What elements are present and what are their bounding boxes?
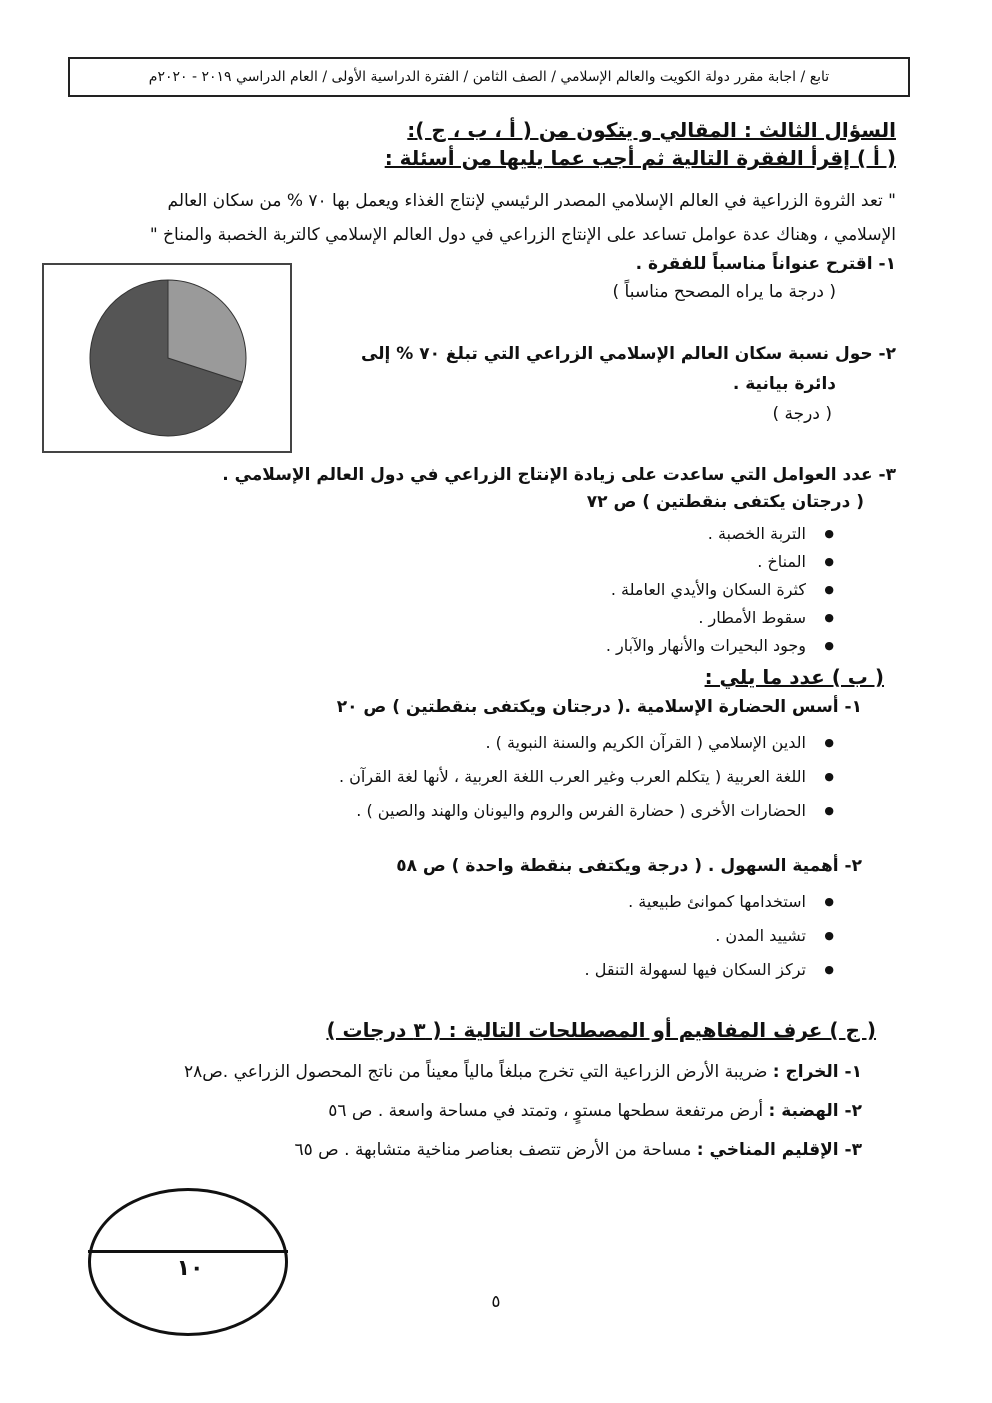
part-b-q2: ٢- أهمية السهول . ( درجة ويكتفى بنقطة واحدة ) ص ٥٨ [396, 856, 862, 876]
part-a-q1-note: ( درجة ما يراه المصحح مناسباً ) [612, 282, 836, 302]
list-item: ● الدين الإسلامي ( القرآن الكريم والسنة النبوية ) . [134, 729, 834, 763]
definition-term: ٢- الهضبة : [768, 1101, 862, 1121]
definition-text: مساحة من الأرض تتصف بعناصر مناخية متشابهة . ص ٦٥ [294, 1140, 697, 1160]
list-item: ● الحضارات الأخرى ( حضارة الفرس والروم واليونان والهند والصين ) . [134, 797, 834, 831]
definition-2 [82, 1101, 862, 1121]
list-item: ● تشييد المدن . [334, 922, 834, 956]
pie-chart-box [42, 263, 292, 453]
list-item: ● التربة الخصبة . [314, 520, 834, 548]
part-a-title: ( أ ) إقرأ الفقرة التالية ثم أجب عما يليها من أسئلة : [384, 146, 896, 170]
page-number: ٥ [491, 1292, 501, 1312]
part-c-title: ( ج ) عرف المفاهيم أو المصطلحات التالية : ( ٣ درجات ) [326, 1018, 876, 1042]
part-b-q1-list [134, 729, 834, 831]
part-a-q2-note: ( درجة ) [772, 404, 832, 424]
paragraph [76, 184, 896, 252]
section3-title: السؤال الثالث : المقالي و يتكون من ( أ ، ب ، ج ): [407, 118, 896, 142]
list-item: ● المناخ . [314, 548, 834, 576]
definition-text: أرض مرتفعة سطحها مستوٍ ، وتمتد في مساحة واسعة . ص ٥٦ [328, 1101, 769, 1121]
definition-3 [82, 1140, 862, 1160]
definition-term: ٣- الإقليم المناخي : [696, 1140, 862, 1160]
part-a-q3-list [314, 520, 834, 660]
score-value: ١٠ [176, 1256, 204, 1281]
list-item: ● تركز السكان فيها لسهولة التنقل . [334, 956, 834, 990]
definition-text: ضريبة الأرض الزراعية التي تخرج مبلغاً مالياً معيناً من ناتج المحصول الزراعي .ص٢٨ [183, 1062, 773, 1082]
part-a-q3-note: ( درجتان يكتفى بنقطتين ) ص ٧٢ [586, 492, 864, 512]
score-divider [88, 1250, 288, 1253]
list-item: ● استخدامها كموانئ طبيعية . [334, 888, 834, 922]
list-item: ● وجود البحيرات والأنهار والآبار . [314, 632, 834, 660]
part-b-title: ( ب ) عدد ما يلي : [704, 665, 884, 689]
list-item: ● اللغة العربية ( يتكلم العرب وغير العرب اللغة العربية ، لأنها لغة القرآن . [134, 763, 834, 797]
part-b-q1: ١- أسس الحضارة الإسلامية .( درجتان ويكتفى بنقطتين ) ص ٢٠ [336, 697, 862, 717]
part-a-q2-line2: دائرة بيانية . [732, 374, 836, 394]
page-header: تابع / اجابة مقرر دولة الكويت والعالم الإسلامي / الصف الثامن / الفترة الدراسية الأولى / العام الدراسي ٢٠١٩ - ٢٠٢٠م [68, 57, 910, 97]
part-a-q2: ٢- حول نسبة سكان العالم الإسلامي الزراعي التي تبلغ ٧٠ % إلى [360, 344, 896, 364]
part-a-q1: ١- اقترح عنواناً مناسباً للفقرة . [635, 254, 896, 274]
list-item: ● سقوط الأمطار . [314, 604, 834, 632]
list-item: ● كثرة السكان والأيدي العاملة . [314, 576, 834, 604]
part-a-q3: ٣- عدد العوامل التي ساعدت على زيادة الإنتاج الزراعي في دول العالم الإسلامي . [222, 465, 896, 485]
definition-1 [82, 1062, 862, 1082]
part-b-q2-list [334, 888, 834, 990]
pie-chart [44, 265, 290, 451]
definition-term: ١- الخراج : [772, 1062, 862, 1082]
paragraph-line-2: الإسلامي ، وهناك عدة عوامل تساعد على الإنتاج الزراعي في دول العالم الإسلامي كالتربة الخصبة والمناخ " [149, 225, 896, 245]
paragraph-line-1: " تعد الثروة الزراعية في العالم الإسلامي المصدر الرئيسي لإنتاج الغذاء ويعمل بها ٧٠ % من سكان العالم [167, 191, 896, 211]
